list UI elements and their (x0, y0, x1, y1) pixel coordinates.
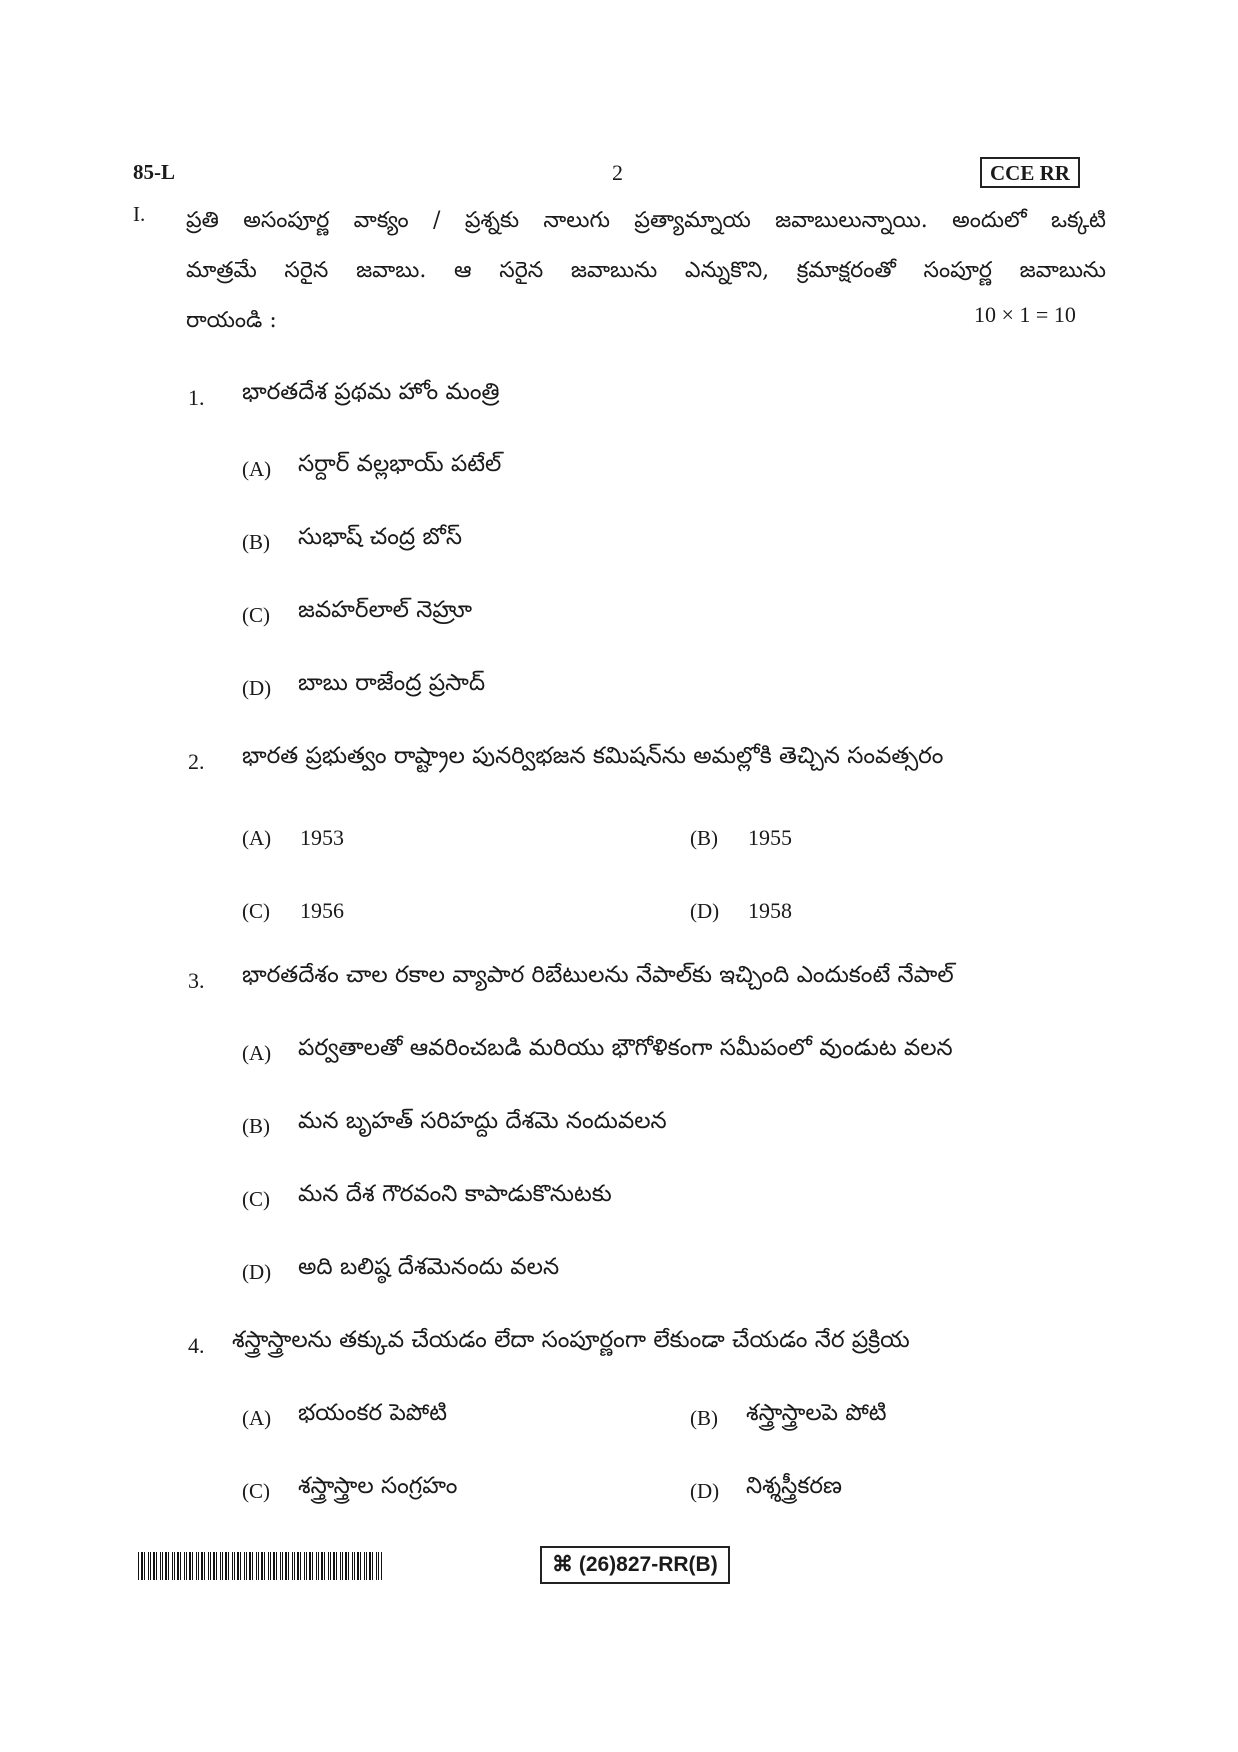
option-label: (D) (690, 1479, 720, 1503)
option-text: మన బృహత్ సరిహద్దు దేశమె నందువలన (298, 1108, 667, 1134)
option-text: సర్దార్ వల్లభాయ్ పటేల్ (298, 451, 502, 477)
option-label: (B) (690, 1406, 718, 1430)
question-number: 3. (188, 968, 205, 993)
option-text: సుభాష్ చంద్ర బోస్ (298, 524, 462, 550)
instruction-line: మాత్రమే సరైన జవాబు. ఆ సరైన జవాబును ఎన్నుకొని, క్రమాక్షరంతో సంపూర్ణ జవాబును (186, 258, 1106, 283)
question-number: 1. (188, 385, 205, 410)
option-label: (A) (242, 826, 272, 850)
option-label: (B) (690, 826, 718, 850)
option-label: (A) (242, 1041, 272, 1065)
option-text: 1956 (300, 898, 344, 923)
option-text: భయంకర పెపోటి (298, 1400, 447, 1426)
barcode (138, 1552, 382, 1580)
option-label: (A) (242, 1406, 272, 1430)
question-paper-code-box: ⌘ (26)827-RR(B) (540, 1546, 730, 1584)
paper-code: 85-L (133, 160, 175, 184)
option-label: (A) (242, 457, 272, 481)
question-text: భారతదేశం చాల రకాల వ్యాపార రిబేటులను నేపాల్‌కు ఇచ్చింది ఎందుకంటే నేపాల్ (242, 962, 954, 988)
option-label: (D) (242, 676, 272, 700)
option-label: (C) (242, 1187, 270, 1211)
question-text: శస్త్రాస్త్రాలను తక్కువ చేయడం లేదా సంపూర్ణంగా లేకుండా చేయడం నేర ప్రక్రియ (232, 1327, 910, 1353)
page-number: 2 (612, 160, 623, 185)
question-number: 2. (188, 749, 205, 774)
question-text: భారతదేశ ప్రథమ హోం మంత్రి (242, 379, 500, 405)
option-label: (C) (242, 899, 270, 923)
option-text: 1958 (748, 898, 792, 923)
option-text: శస్త్రాస్త్రాల సంగ్రహం (298, 1473, 458, 1499)
option-text: నిశ్శస్త్రీకరణ (746, 1473, 842, 1499)
option-text: 1955 (748, 825, 792, 850)
instruction-line: రాయండి : (186, 308, 277, 333)
exam-code-box: CCE RR (980, 157, 1080, 188)
option-text: మన దేశ గౌరవంని కాపాడుకొనుటకు (298, 1181, 612, 1207)
option-text: 1953 (300, 825, 344, 850)
option-label: (B) (242, 530, 270, 554)
option-text: శస్త్రాస్త్రాలపె పోటి (746, 1400, 887, 1426)
option-label: (C) (242, 1479, 270, 1503)
option-label: (D) (690, 899, 720, 923)
option-label: (B) (242, 1114, 270, 1138)
option-text: అది బలిష్ఠ దేశమెనందు వలన (298, 1254, 560, 1280)
option-label: (C) (242, 603, 270, 627)
option-label: (D) (242, 1260, 272, 1284)
instruction-line: ప్రతి అసంపూర్ణ వాక్యం / ప్రశ్నకు నాలుగు ప్రత్యామ్నాయ జవాబులున్నాయి. అందులో ఒక్కటి (186, 208, 1106, 233)
option-text: పర్వతాలతో ఆవరించబడి మరియు భౌగోళికంగా సమీపంలో వుండుట వలన (298, 1035, 953, 1061)
question-text: భారత ప్రభుత్వం రాష్ట్రాల పునర్విభజన కమిషన్‌ను అమల్లోకి తెచ్చిన సంవత్సరం (242, 743, 944, 769)
section-number: I. (133, 202, 146, 226)
option-text: జవహర్‌లాల్ నెహ్రూ (298, 597, 473, 623)
question-number: 4. (188, 1333, 205, 1358)
marks-allocation: 10 × 1 = 10 (974, 302, 1076, 327)
section-instructions (186, 196, 1106, 346)
option-text: బాబు రాజేంద్ర ప్రసాద్ (298, 670, 486, 696)
